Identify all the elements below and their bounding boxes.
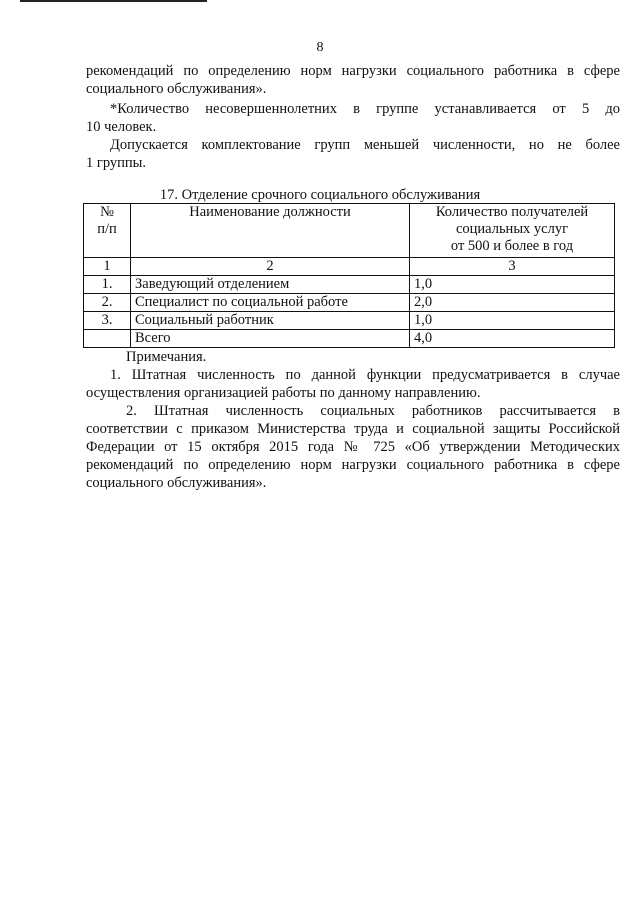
intro-line-1: рекомендаций по определению норм нагрузки социального работника в сфере: [86, 63, 620, 79]
header-count-cell: [410, 204, 615, 258]
intro-line-2: социального обслуживания».: [86, 81, 267, 97]
column-number: 3: [410, 258, 615, 276]
total-value: 4,0: [410, 330, 615, 348]
position-value: 1,0: [410, 276, 615, 294]
note-2-line-1: 2. Штатная численность социальных работников рассчитывается в: [126, 403, 620, 419]
column-numbering-row: [84, 258, 615, 276]
note-1-line-2: осуществления организацией работы по данному направлению.: [86, 385, 481, 401]
column-number: 2: [131, 258, 410, 276]
position-name: Специалист по социальной работе: [131, 294, 410, 312]
row-number: 3.: [84, 312, 131, 330]
column-number: 1: [84, 258, 131, 276]
notes-title: Примечания.: [126, 349, 207, 365]
note-2-line-3: Федерации от 15 октября 2015 года № 725 «Об утверждении Методических: [86, 439, 620, 455]
table-row: [84, 312, 615, 330]
position-name: Заведующий отделением: [131, 276, 410, 294]
note-2-line-5: социального обслуживания».: [86, 475, 267, 491]
header-number-abbrev: п/п: [97, 221, 117, 237]
header-number-symbol: №: [100, 204, 114, 220]
position-value: 1,0: [410, 312, 615, 330]
footnote-line-2: 10 человек.: [86, 119, 157, 135]
staff-table: [83, 203, 615, 348]
row-number: 1.: [84, 276, 131, 294]
footnote-line-1: *Количество несовершеннолетних в группе устанавливается от 5 до: [110, 101, 620, 117]
allow-line-1: Допускается комплектование групп меньшей численности, но не более: [110, 137, 620, 153]
header-position-cell: Наименование должности: [131, 204, 410, 258]
header-number-cell: [84, 204, 131, 258]
notes-section: [86, 348, 620, 492]
page-number: 8: [316, 40, 324, 55]
header-count-line-1: Количество получателей: [435, 204, 589, 220]
table-row: [84, 276, 615, 294]
row-number: 2.: [84, 294, 131, 312]
header-count-line-2: социальных услуг: [455, 221, 569, 237]
note-2-line-4: рекомендаций по определению норм нагрузки социального работника в сфере: [86, 457, 620, 473]
footnote-paragraph: [86, 100, 620, 136]
header-count-line-3: от 500 и более в год: [450, 238, 574, 254]
allow-line-2: 1 группы.: [86, 155, 147, 171]
total-row: [84, 330, 615, 348]
allow-paragraph: [86, 136, 620, 172]
total-empty-cell: [84, 330, 131, 348]
table-caption: 17. Отделение срочного социального обслуживания: [159, 187, 481, 203]
header-rule: [20, 0, 207, 2]
table-header-row: [84, 204, 615, 258]
total-label: Всего: [131, 330, 410, 348]
position-value: 2,0: [410, 294, 615, 312]
note-1-line-1: 1. Штатная численность по данной функции предусматривается в случае: [110, 367, 620, 383]
intro-paragraph: [86, 62, 620, 98]
note-2-line-2: соответствии с приказом Министерства труда и социальной защиты Российской: [86, 421, 620, 437]
position-name: Социальный работник: [131, 312, 410, 330]
table-row: [84, 294, 615, 312]
